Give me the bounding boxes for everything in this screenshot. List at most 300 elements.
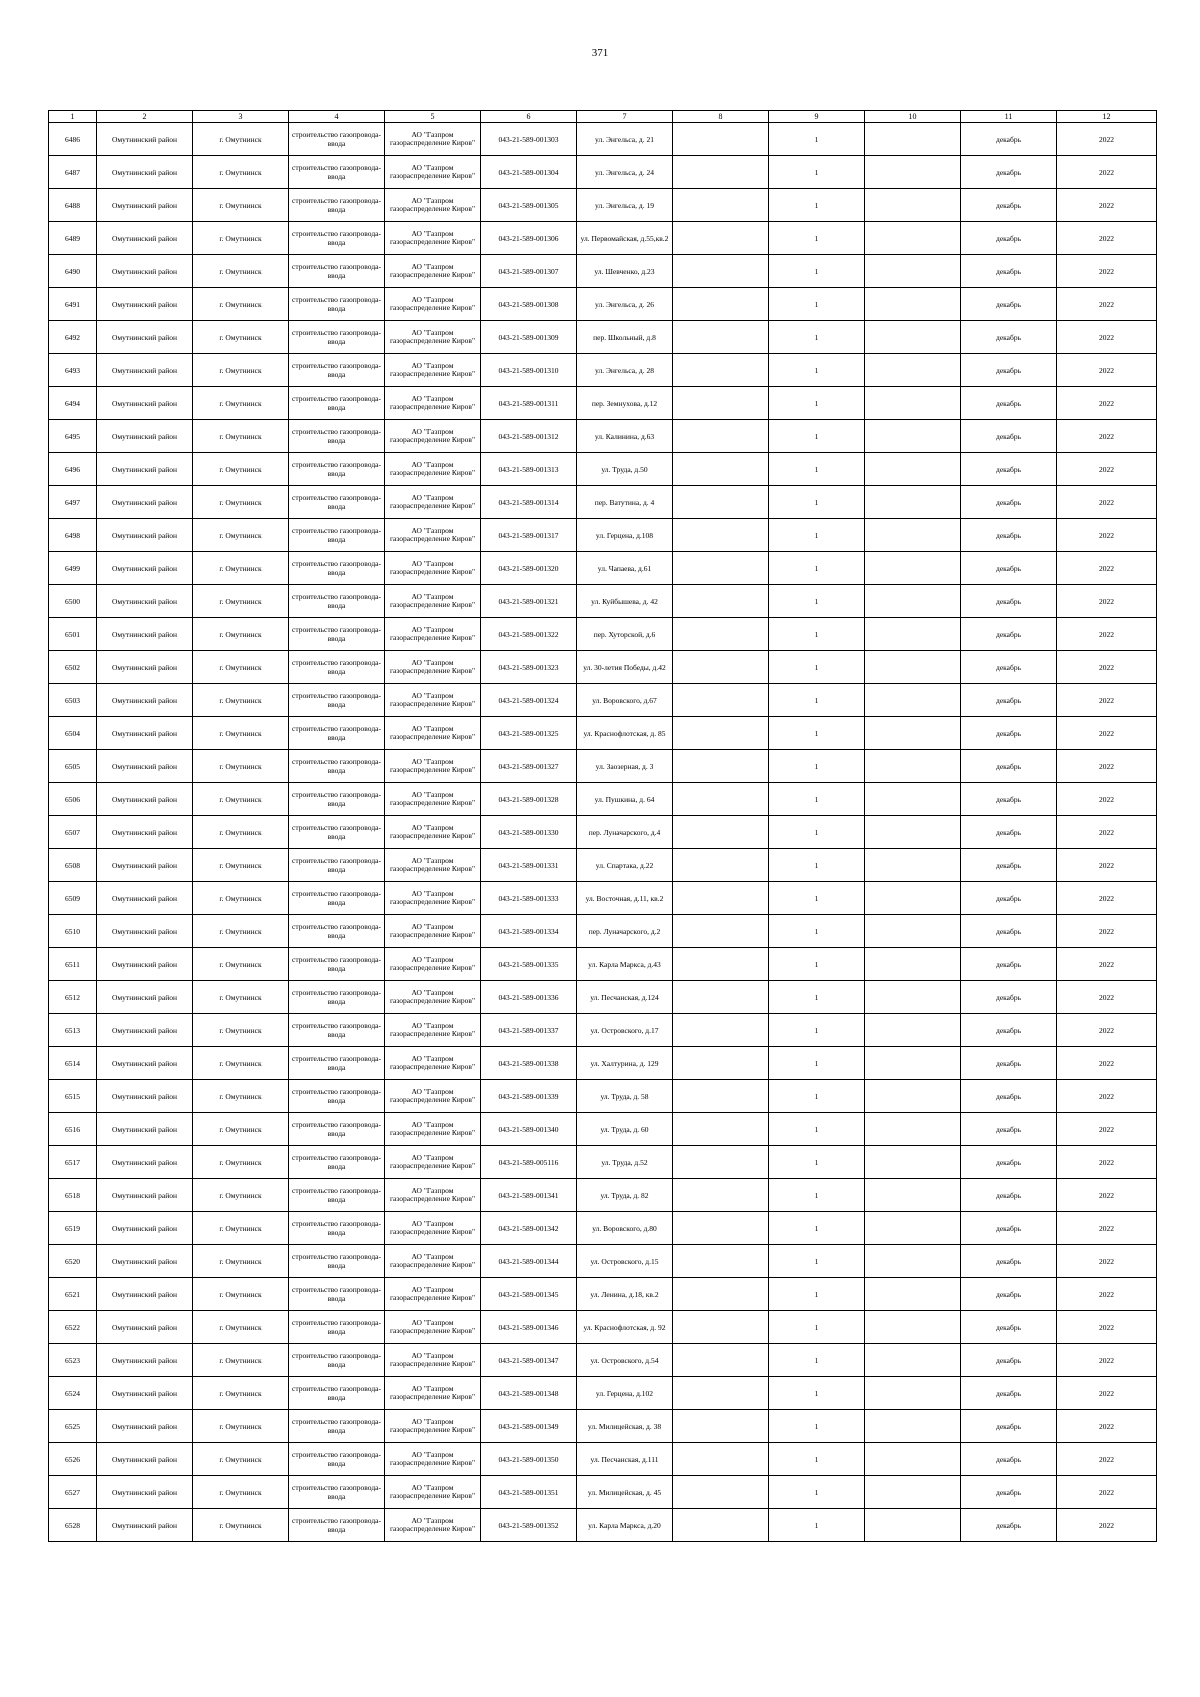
address-cell: пер. Ватутина, д. 4 (577, 486, 673, 519)
organization-cell: АО "Газпром газораспределение Киров" (385, 816, 481, 849)
object-code-cell: 043-21-589-001311 (481, 387, 577, 420)
object-code-cell: 043-21-589-001330 (481, 816, 577, 849)
column-header-4: 4 (289, 111, 385, 123)
object-code-cell: 043-21-589-001314 (481, 486, 577, 519)
table-row (49, 1047, 1157, 1080)
settlement-cell: г. Омутнинск (193, 585, 289, 618)
row-number: 6513 (49, 1014, 97, 1047)
district-cell: Омутнинский район (97, 1245, 193, 1278)
address-cell: ул. Шевченко, д.23 (577, 255, 673, 288)
organization-cell: АО "Газпром газораспределение Киров" (385, 750, 481, 783)
table-row (49, 288, 1157, 321)
work-type-cell: строительство газопровода-ввода (289, 255, 385, 288)
month-cell: декабрь (961, 1080, 1057, 1113)
quantity-cell: 1 (769, 123, 865, 156)
address-cell: ул. Островского, д.15 (577, 1245, 673, 1278)
settlement-cell: г. Омутнинск (193, 1179, 289, 1212)
address-cell: ул. Герцена, д.108 (577, 519, 673, 552)
district-cell: Омутнинский район (97, 354, 193, 387)
column-10-cell (865, 156, 961, 189)
row-number: 6494 (49, 387, 97, 420)
month-cell: декабрь (961, 1476, 1057, 1509)
row-number: 6517 (49, 1146, 97, 1179)
settlement-cell: г. Омутнинск (193, 420, 289, 453)
work-type-cell: строительство газопровода-ввода (289, 1509, 385, 1542)
address-cell: ул. Пушкина, д. 64 (577, 783, 673, 816)
year-cell: 2022 (1057, 552, 1157, 585)
row-number: 6514 (49, 1047, 97, 1080)
quantity-cell: 1 (769, 1311, 865, 1344)
district-cell: Омутнинский район (97, 255, 193, 288)
settlement-cell: г. Омутнинск (193, 321, 289, 354)
quantity-cell: 1 (769, 783, 865, 816)
district-cell: Омутнинский район (97, 1377, 193, 1410)
year-cell: 2022 (1057, 189, 1157, 222)
district-cell: Омутнинский район (97, 651, 193, 684)
address-cell: ул. Островского, д.17 (577, 1014, 673, 1047)
year-cell: 2022 (1057, 321, 1157, 354)
column-header-2: 2 (97, 111, 193, 123)
district-cell: Омутнинский район (97, 486, 193, 519)
quantity-cell: 1 (769, 1344, 865, 1377)
quantity-cell: 1 (769, 453, 865, 486)
address-cell: ул. Куйбышева, д. 42 (577, 585, 673, 618)
settlement-cell: г. Омутнинск (193, 684, 289, 717)
district-cell: Омутнинский район (97, 717, 193, 750)
work-type-cell: строительство газопровода-ввода (289, 420, 385, 453)
column-10-cell (865, 354, 961, 387)
district-cell: Омутнинский район (97, 189, 193, 222)
settlement-cell: г. Омутнинск (193, 651, 289, 684)
settlement-cell: г. Омутнинск (193, 618, 289, 651)
quantity-cell: 1 (769, 486, 865, 519)
address-cell: пер. Хуторской, д.6 (577, 618, 673, 651)
object-code-cell: 043-21-589-001347 (481, 1344, 577, 1377)
row-number: 6526 (49, 1443, 97, 1476)
row-number: 6509 (49, 882, 97, 915)
table-row (49, 750, 1157, 783)
column-8-cell (673, 420, 769, 453)
month-cell: декабрь (961, 783, 1057, 816)
table-row (49, 618, 1157, 651)
month-cell: декабрь (961, 1146, 1057, 1179)
row-number: 6496 (49, 453, 97, 486)
quantity-cell: 1 (769, 1080, 865, 1113)
organization-cell: АО "Газпром газораспределение Киров" (385, 156, 481, 189)
settlement-cell: г. Омутнинск (193, 882, 289, 915)
quantity-cell: 1 (769, 1179, 865, 1212)
year-cell: 2022 (1057, 1311, 1157, 1344)
month-cell: декабрь (961, 453, 1057, 486)
column-10-cell (865, 453, 961, 486)
row-number: 6519 (49, 1212, 97, 1245)
row-number: 6512 (49, 981, 97, 1014)
organization-cell: АО "Газпром газораспределение Киров" (385, 684, 481, 717)
month-cell: декабрь (961, 1410, 1057, 1443)
row-number: 6508 (49, 849, 97, 882)
address-cell: ул. Энгельса, д. 24 (577, 156, 673, 189)
month-cell: декабрь (961, 849, 1057, 882)
settlement-cell: г. Омутнинск (193, 1047, 289, 1080)
column-8-cell (673, 651, 769, 684)
object-code-cell: 043-21-589-001303 (481, 123, 577, 156)
work-type-cell: строительство газопровода-ввода (289, 1278, 385, 1311)
column-8-cell (673, 255, 769, 288)
quantity-cell: 1 (769, 948, 865, 981)
year-cell: 2022 (1057, 1377, 1157, 1410)
district-cell: Омутнинский район (97, 123, 193, 156)
settlement-cell: г. Омутнинск (193, 156, 289, 189)
address-cell: ул. Воровского, д.67 (577, 684, 673, 717)
organization-cell: АО "Газпром газораспределение Киров" (385, 717, 481, 750)
organization-cell: АО "Газпром газораспределение Киров" (385, 1113, 481, 1146)
column-10-cell (865, 123, 961, 156)
quantity-cell: 1 (769, 1509, 865, 1542)
month-cell: декабрь (961, 981, 1057, 1014)
year-cell: 2022 (1057, 1047, 1157, 1080)
district-cell: Омутнинский район (97, 618, 193, 651)
organization-cell: АО "Газпром газораспределение Киров" (385, 1377, 481, 1410)
work-type-cell: строительство газопровода-ввода (289, 1443, 385, 1476)
year-cell: 2022 (1057, 288, 1157, 321)
row-number: 6486 (49, 123, 97, 156)
organization-cell: АО "Газпром газораспределение Киров" (385, 1179, 481, 1212)
district-cell: Омутнинский район (97, 1179, 193, 1212)
row-number: 6527 (49, 1476, 97, 1509)
object-code-cell: 043-21-589-001346 (481, 1311, 577, 1344)
column-10-cell (865, 420, 961, 453)
table-row (49, 453, 1157, 486)
column-8-cell (673, 717, 769, 750)
row-number: 6488 (49, 189, 97, 222)
table-row (49, 1146, 1157, 1179)
year-cell: 2022 (1057, 1443, 1157, 1476)
table-row (49, 321, 1157, 354)
object-code-cell: 043-21-589-001342 (481, 1212, 577, 1245)
quantity-cell: 1 (769, 519, 865, 552)
settlement-cell: г. Омутнинск (193, 849, 289, 882)
quantity-cell: 1 (769, 387, 865, 420)
settlement-cell: г. Омутнинск (193, 1278, 289, 1311)
column-10-cell (865, 816, 961, 849)
district-cell: Омутнинский район (97, 420, 193, 453)
column-10-cell (865, 1443, 961, 1476)
settlement-cell: г. Омутнинск (193, 1311, 289, 1344)
organization-cell: АО "Газпром газораспределение Киров" (385, 783, 481, 816)
column-8-cell (673, 189, 769, 222)
address-cell: ул. Милицейская, д. 45 (577, 1476, 673, 1509)
settlement-cell: г. Омутнинск (193, 1509, 289, 1542)
year-cell: 2022 (1057, 1509, 1157, 1542)
settlement-cell: г. Омутнинск (193, 1377, 289, 1410)
row-number: 6516 (49, 1113, 97, 1146)
object-code-cell: 043-21-589-001335 (481, 948, 577, 981)
address-cell: ул. Карла Маркса, д.20 (577, 1509, 673, 1542)
column-10-cell (865, 948, 961, 981)
column-header-12: 12 (1057, 111, 1157, 123)
table-row (49, 1311, 1157, 1344)
page-number: 371 (591, 47, 609, 59)
column-10-cell (865, 1476, 961, 1509)
quantity-cell: 1 (769, 189, 865, 222)
column-8-cell (673, 321, 769, 354)
month-cell: декабрь (961, 618, 1057, 651)
quantity-cell: 1 (769, 1146, 865, 1179)
settlement-cell: г. Омутнинск (193, 486, 289, 519)
column-8-cell (673, 222, 769, 255)
quantity-cell: 1 (769, 684, 865, 717)
object-code-cell: 043-21-589-001348 (481, 1377, 577, 1410)
column-10-cell (865, 849, 961, 882)
table-row (49, 387, 1157, 420)
month-cell: декабрь (961, 1377, 1057, 1410)
settlement-cell: г. Омутнинск (193, 453, 289, 486)
table-row (49, 1014, 1157, 1047)
table-row (49, 1476, 1157, 1509)
column-10-cell (865, 1509, 961, 1542)
column-8-cell (673, 585, 769, 618)
district-cell: Омутнинский район (97, 585, 193, 618)
month-cell: декабрь (961, 585, 1057, 618)
year-cell: 2022 (1057, 750, 1157, 783)
column-10-cell (865, 387, 961, 420)
column-10-cell (865, 1278, 961, 1311)
column-header-7: 7 (577, 111, 673, 123)
work-type-cell: строительство газопровода-ввода (289, 123, 385, 156)
column-10-cell (865, 1245, 961, 1278)
settlement-cell: г. Омутнинск (193, 189, 289, 222)
column-8-cell (673, 1014, 769, 1047)
column-8-cell (673, 1509, 769, 1542)
work-type-cell: строительство газопровода-ввода (289, 684, 385, 717)
column-10-cell (865, 1179, 961, 1212)
district-cell: Омутнинский район (97, 156, 193, 189)
organization-cell: АО "Газпром газораспределение Киров" (385, 849, 481, 882)
column-8-cell (673, 486, 769, 519)
row-number: 6499 (49, 552, 97, 585)
column-8-cell (673, 1179, 769, 1212)
settlement-cell: г. Омутнинск (193, 1014, 289, 1047)
row-number: 6500 (49, 585, 97, 618)
month-cell: декабрь (961, 255, 1057, 288)
district-cell: Омутнинский район (97, 849, 193, 882)
organization-cell: АО "Газпром газораспределение Киров" (385, 618, 481, 651)
address-cell: ул. Халтурина, д. 129 (577, 1047, 673, 1080)
settlement-cell: г. Омутнинск (193, 354, 289, 387)
table-row (49, 849, 1157, 882)
organization-cell: АО "Газпром газораспределение Киров" (385, 519, 481, 552)
quantity-cell: 1 (769, 882, 865, 915)
column-10-cell (865, 1014, 961, 1047)
year-cell: 2022 (1057, 816, 1157, 849)
object-code-cell: 043-21-589-001337 (481, 1014, 577, 1047)
table-row (49, 1410, 1157, 1443)
work-type-cell: строительство газопровода-ввода (289, 519, 385, 552)
district-cell: Омутнинский район (97, 222, 193, 255)
month-cell: декабрь (961, 1311, 1057, 1344)
column-header-9: 9 (769, 111, 865, 123)
table-row (49, 981, 1157, 1014)
settlement-cell: г. Омутнинск (193, 255, 289, 288)
month-cell: декабрь (961, 717, 1057, 750)
table-row (49, 717, 1157, 750)
column-10-cell (865, 189, 961, 222)
column-10-cell (865, 1047, 961, 1080)
column-header-6: 6 (481, 111, 577, 123)
registry-table (48, 110, 1157, 1542)
row-number: 6523 (49, 1344, 97, 1377)
table-row (49, 1245, 1157, 1278)
work-type-cell: строительство газопровода-ввода (289, 1113, 385, 1146)
column-8-cell (673, 1146, 769, 1179)
column-10-cell (865, 1146, 961, 1179)
row-number: 6525 (49, 1410, 97, 1443)
column-10-cell (865, 1311, 961, 1344)
district-cell: Омутнинский район (97, 783, 193, 816)
district-cell: Омутнинский район (97, 1014, 193, 1047)
quantity-cell: 1 (769, 651, 865, 684)
work-type-cell: строительство газопровода-ввода (289, 849, 385, 882)
object-code-cell: 043-21-589-001324 (481, 684, 577, 717)
work-type-cell: строительство газопровода-ввода (289, 915, 385, 948)
work-type-cell: строительство газопровода-ввода (289, 387, 385, 420)
table-row (49, 1344, 1157, 1377)
settlement-cell: г. Омутнинск (193, 981, 289, 1014)
object-code-cell: 043-21-589-001349 (481, 1410, 577, 1443)
organization-cell: АО "Газпром газораспределение Киров" (385, 1410, 481, 1443)
quantity-cell: 1 (769, 354, 865, 387)
row-number: 6491 (49, 288, 97, 321)
work-type-cell: строительство газопровода-ввода (289, 783, 385, 816)
quantity-cell: 1 (769, 981, 865, 1014)
work-type-cell: строительство газопровода-ввода (289, 1377, 385, 1410)
row-number: 6518 (49, 1179, 97, 1212)
organization-cell: АО "Газпром газораспределение Киров" (385, 651, 481, 684)
district-cell: Омутнинский район (97, 1509, 193, 1542)
work-type-cell: строительство газопровода-ввода (289, 1245, 385, 1278)
organization-cell: АО "Газпром газораспределение Киров" (385, 1476, 481, 1509)
quantity-cell: 1 (769, 915, 865, 948)
quantity-cell: 1 (769, 1014, 865, 1047)
work-type-cell: строительство газопровода-ввода (289, 1344, 385, 1377)
district-cell: Омутнинский район (97, 1047, 193, 1080)
organization-cell: АО "Газпром газораспределение Киров" (385, 486, 481, 519)
work-type-cell: строительство газопровода-ввода (289, 156, 385, 189)
row-number: 6490 (49, 255, 97, 288)
settlement-cell: г. Омутнинск (193, 1344, 289, 1377)
row-number: 6487 (49, 156, 97, 189)
month-cell: декабрь (961, 189, 1057, 222)
address-cell: ул. Краснофлотская, д. 85 (577, 717, 673, 750)
quantity-cell: 1 (769, 156, 865, 189)
quantity-cell: 1 (769, 255, 865, 288)
table-row (49, 816, 1157, 849)
organization-cell: АО "Газпром газораспределение Киров" (385, 981, 481, 1014)
year-cell: 2022 (1057, 1410, 1157, 1443)
district-cell: Омутнинский район (97, 915, 193, 948)
month-cell: декабрь (961, 1245, 1057, 1278)
object-code-cell: 043-21-589-001321 (481, 585, 577, 618)
column-10-cell (865, 981, 961, 1014)
column-8-cell (673, 882, 769, 915)
address-cell: пер. Земнухова, д.12 (577, 387, 673, 420)
work-type-cell: строительство газопровода-ввода (289, 948, 385, 981)
year-cell: 2022 (1057, 651, 1157, 684)
work-type-cell: строительство газопровода-ввода (289, 816, 385, 849)
district-cell: Омутнинский район (97, 288, 193, 321)
organization-cell: АО "Газпром газораспределение Киров" (385, 189, 481, 222)
table-row (49, 783, 1157, 816)
month-cell: декабрь (961, 1278, 1057, 1311)
settlement-cell: г. Омутнинск (193, 1146, 289, 1179)
work-type-cell: строительство газопровода-ввода (289, 882, 385, 915)
quantity-cell: 1 (769, 750, 865, 783)
work-type-cell: строительство газопровода-ввода (289, 750, 385, 783)
year-cell: 2022 (1057, 453, 1157, 486)
column-10-cell (865, 552, 961, 585)
row-number: 6522 (49, 1311, 97, 1344)
column-8-cell (673, 1476, 769, 1509)
year-cell: 2022 (1057, 1179, 1157, 1212)
column-8-cell (673, 156, 769, 189)
district-cell: Омутнинский район (97, 387, 193, 420)
table-row (49, 915, 1157, 948)
settlement-cell: г. Омутнинск (193, 552, 289, 585)
object-code-cell: 043-21-589-001334 (481, 915, 577, 948)
month-cell: декабрь (961, 1047, 1057, 1080)
quantity-cell: 1 (769, 420, 865, 453)
work-type-cell: строительство газопровода-ввода (289, 222, 385, 255)
address-cell: ул. Спартака, д.22 (577, 849, 673, 882)
year-cell: 2022 (1057, 255, 1157, 288)
column-10-cell (865, 519, 961, 552)
object-code-cell: 043-21-589-001310 (481, 354, 577, 387)
column-8-cell (673, 519, 769, 552)
column-10-cell (865, 1113, 961, 1146)
organization-cell: АО "Газпром газораспределение Киров" (385, 1278, 481, 1311)
address-cell: ул. Энгельса, д. 19 (577, 189, 673, 222)
year-cell: 2022 (1057, 882, 1157, 915)
work-type-cell: строительство газопровода-ввода (289, 189, 385, 222)
address-cell: ул. Первомайская, д.55,кв.2 (577, 222, 673, 255)
address-cell: ул. Островского, д.54 (577, 1344, 673, 1377)
column-10-cell (865, 750, 961, 783)
address-cell: ул. Ленина, д.18, кв.2 (577, 1278, 673, 1311)
column-8-cell (673, 1311, 769, 1344)
month-cell: декабрь (961, 420, 1057, 453)
year-cell: 2022 (1057, 1080, 1157, 1113)
organization-cell: АО "Газпром газораспределение Киров" (385, 321, 481, 354)
row-number: 6492 (49, 321, 97, 354)
header-row (49, 111, 1157, 123)
district-cell: Омутнинский район (97, 948, 193, 981)
year-cell: 2022 (1057, 519, 1157, 552)
quantity-cell: 1 (769, 1377, 865, 1410)
settlement-cell: г. Омутнинск (193, 783, 289, 816)
month-cell: декабрь (961, 1443, 1057, 1476)
column-10-cell (865, 255, 961, 288)
work-type-cell: строительство газопровода-ввода (289, 651, 385, 684)
month-cell: декабрь (961, 1509, 1057, 1542)
organization-cell: АО "Газпром газораспределение Киров" (385, 123, 481, 156)
address-cell: ул. Чапаева, д.61 (577, 552, 673, 585)
year-cell: 2022 (1057, 1212, 1157, 1245)
object-code-cell: 043-21-589-001352 (481, 1509, 577, 1542)
quantity-cell: 1 (769, 1113, 865, 1146)
table-row (49, 420, 1157, 453)
year-cell: 2022 (1057, 387, 1157, 420)
column-8-cell (673, 684, 769, 717)
